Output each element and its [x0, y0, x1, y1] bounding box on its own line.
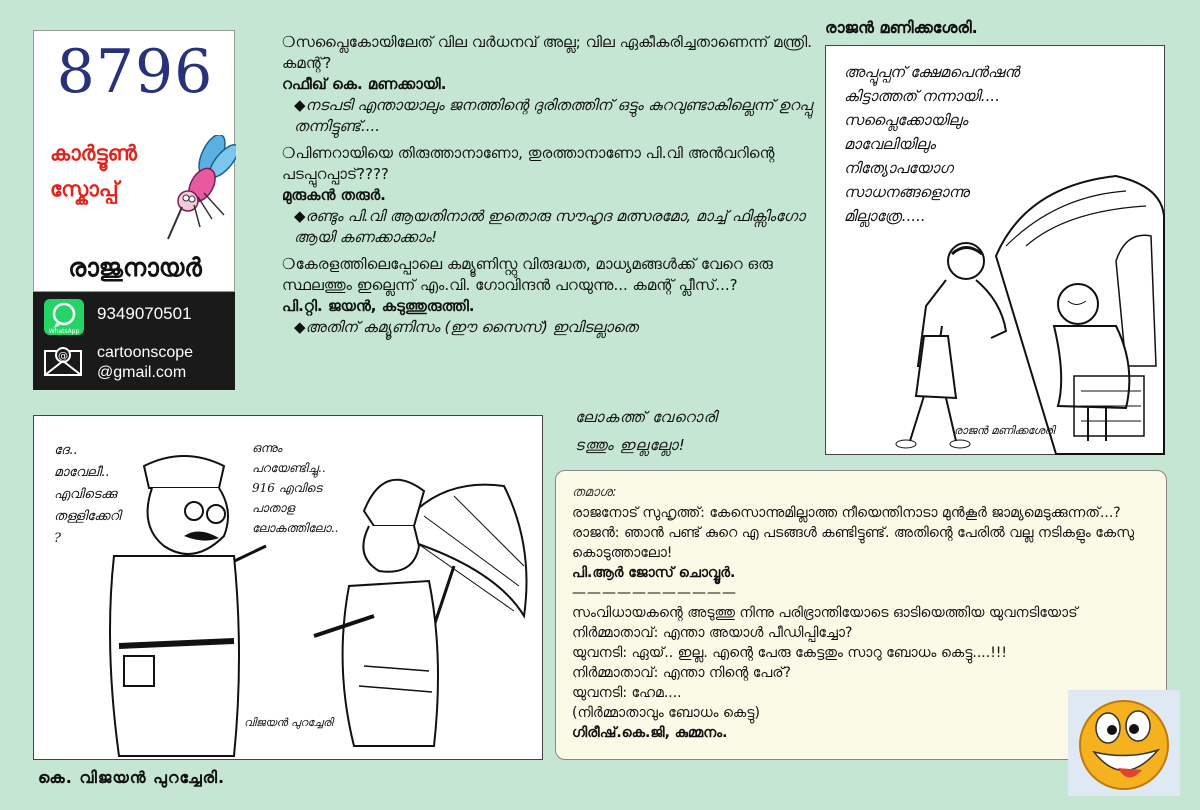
- question-2: ❍പിണറായിയെ തിരുത്താനാണോ, തുരത്താനാണോ പി.വി അൻവറിന്റെ പടപ്പുറപ്പാട്????: [282, 144, 775, 183]
- right-cartoon-artist: രാജൻ മണിക്കശേരി.: [825, 18, 978, 37]
- speech-line: ദേ..: [54, 443, 78, 458]
- police-speech: [54, 440, 144, 550]
- left-cartoon-artist: കെ. വിജയൻ പുറച്ചേരി.: [38, 768, 226, 787]
- left-cartoon: [33, 415, 543, 760]
- speech-line: മാവേലീ..: [54, 465, 110, 480]
- speech-line: സപ്ലൈക്കോയിലും: [844, 111, 968, 129]
- whatsapp-icon: [43, 298, 85, 336]
- phone-number: 9349070501: [97, 304, 192, 323]
- speech-line: പാതാള: [252, 501, 295, 515]
- right-cartoon-signature: രാജൻ മണിക്കശേരി: [954, 424, 1055, 437]
- contact-box: [33, 292, 235, 390]
- answer-3: ◆അതിന് കമ്യൂണിസം (ഈ സൈസ്) ഇവിടല്ലാതെ: [294, 318, 638, 336]
- mosquito-illustration: [164, 135, 236, 245]
- joke2-line5: (നിർമ്മാതാവും ബോധം കെട്ടു): [572, 705, 760, 721]
- issue-number: 8796: [56, 37, 214, 107]
- speech-line: 916 എവിടെ: [252, 481, 322, 495]
- speech-line: മില്ലാത്രേ.....: [844, 207, 926, 225]
- svg-text:@: @: [58, 351, 68, 362]
- answer-3-tail-1: ലോകത്ത് വേറൊരി: [575, 408, 718, 426]
- speech-line: അപ്പൂപ്പന് ക്ഷേമപെൻഷൻ: [844, 63, 1020, 81]
- speech-line: എവിടെക്കു: [54, 487, 117, 502]
- left-cartoon-signature: വിജയൻ പുറച്ചേരി: [244, 716, 333, 729]
- maveli-speech: [252, 438, 372, 538]
- speech-line: സാധനങ്ങളൊന്നു: [844, 183, 970, 201]
- joke1-line1: രാജനോട് സുഹൃത്ത്: കേസൊന്നുമില്ലാത്ത നീയെന്തിനാടാ മുൻകൂർ ജാമ്യമെടുക്കുന്നത്...?: [572, 505, 1121, 521]
- joke-divider: ———————————: [572, 585, 737, 601]
- answer-1: ◆നടപടി എന്തായാലും ജനത്തിന്റെ ദുരിതത്തിന് ഒട്ടും കുറവുണ്ടാകില്ലെന്ന് ഉറപ്പു തന്നിട്ടുണ്ട്....: [294, 96, 813, 135]
- asker-2: മുരുകൻ തരുർ.: [282, 186, 386, 204]
- joke2-line3: നിർമ്മാതാവ്: എന്താ നിന്റെ പേര്?: [572, 665, 791, 681]
- question-3: ❍കേരളത്തിലെപ്പോലെ കമ്യൂണിസ്റ്റു വിരുദ്ധത, മാധ്യമങ്ങൾക്ക് വേറെ ഒരു സ്ഥലത്തും ഇല്ലെന്ന് എം.വി. ഗോവിന്ദൻ പറയുന്നു... കമന്റ് പ്ലീസ്...?: [282, 255, 773, 294]
- joke2-line4: യുവനടി: ഹേമ....: [572, 685, 682, 701]
- speech-line: മാവേലിയിലും: [844, 135, 936, 153]
- asker-3: പി.റ്റി. ജയൻ, കടുത്തുരുത്തി.: [282, 297, 475, 315]
- cartoon-scope-logo: [33, 30, 235, 292]
- right-cartoon: [825, 45, 1165, 455]
- speech-line: പറയേണ്ടിച്ചു..: [252, 461, 326, 475]
- whatsapp-label: WhatsApp: [48, 328, 80, 335]
- logo-title-line2: സ്കോപ്പ്: [50, 177, 119, 201]
- joke2-line2: യുവനടി: ഏയ്.. ഇല്ല. എന്റെ പേരു കേട്ടതും സാറു ബോധം കെട്ടു....!!!: [572, 645, 1008, 661]
- answer-3-continuation: [575, 403, 815, 459]
- right-cartoon-drawing: [826, 46, 1166, 456]
- email-line2: @gmail.com: [97, 364, 187, 381]
- asker-1: റഫീഖ് കെ. മണക്കായി.: [282, 75, 447, 93]
- joke-label: തമാശ:: [572, 485, 617, 500]
- mail-icon: [43, 345, 83, 379]
- speech-line: ?: [54, 531, 61, 546]
- speech-line: ഒന്നും: [252, 441, 282, 455]
- joke1-line2: രാജൻ: ഞാൻ പണ്ട് കുറെ എ പടങ്ങൾ കണ്ടിട്ടുണ്ട്. അതിന്റെ പേരിൽ വല്ല നടികളും കേസു കൊടുത്താലോ!: [572, 525, 1135, 561]
- joke2-line1: സംവിധായകന്റെ അടുത്തു നിന്നു പരിഭ്രാന്തിയോടെ ഓടിയെത്തിയ യുവനടിയോട് നിർമ്മാതാവ്: എന്താ അയാൾ പീഡിപ്പിച്ചോ?: [572, 605, 1078, 641]
- email-line1: cartoonscope: [97, 344, 194, 361]
- joke1-author: പി.ആർ ജോസ് ചൊവ്വൂർ.: [572, 565, 736, 581]
- answer-2: ◆രണ്ടും പി.വി ആയതിനാൽ ഇതൊരു സൗഹൃദ മത്സരമോ, മാച്ച് ഫിക്സിംഗോ ആയി കണക്കാക്കാം!: [294, 207, 805, 246]
- logo-author: രാജുനായർ: [68, 253, 202, 282]
- joke2-author: ഗിരീഷ്.കെ.ജി, കുമ്മനം.: [572, 725, 728, 741]
- speech-line: കിട്ടാത്തത് നന്നായി....: [844, 87, 1000, 105]
- speech-line: നിത്യോപയോഗ: [844, 159, 953, 177]
- qa-column: [282, 32, 817, 338]
- speech-line: തള്ളിക്കേറി: [54, 509, 121, 524]
- logo-title-line1: കാർട്ടൂൺ: [50, 141, 138, 165]
- speech-line: ലോകത്തിലോ..: [252, 521, 339, 535]
- laughing-emoji-icon: [1068, 690, 1180, 796]
- answer-3-tail-2: ടത്തും ഇല്ലല്ലോ!: [575, 436, 686, 454]
- question-1: ❍സപ്ലൈകോയിലേത് വില വർധനവ് അല്ല; വില ഏകീകരിച്ചതാണെന്ന് മന്ത്രി. കമന്റ്?: [282, 33, 813, 72]
